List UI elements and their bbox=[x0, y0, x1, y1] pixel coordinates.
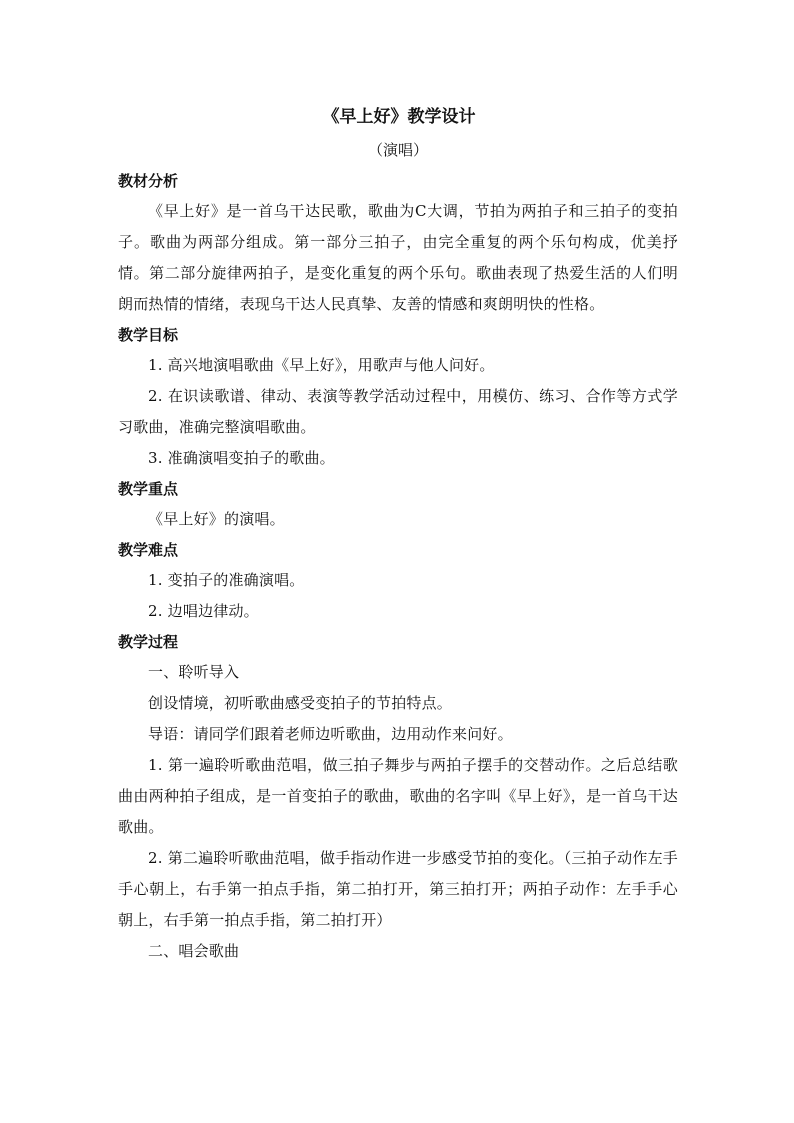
document-body bbox=[118, 103, 678, 967]
difficulty-item-1: 1. 变拍子的准确演唱。 bbox=[148, 571, 305, 589]
goal-item-1: 1. 高兴地演唱歌曲《早上好》，用歌声与他人问好。 bbox=[148, 356, 495, 374]
section-heading-focus: 教学重点 bbox=[118, 480, 179, 498]
process-subheading-2: 二、唱会歌曲 bbox=[148, 942, 240, 960]
section-heading-process: 教学过程 bbox=[118, 633, 179, 651]
analysis-paragraph: 《早上好》是一首乌干达民歌，歌曲为C大调，节拍为两拍子和三拍子的变拍子。歌曲为两部分组成。第一部分三拍子，由完全重复的两个乐句构成，优美抒情。第二部分旋律两拍子，是变化重复的两个乐句。歌曲表现了热爱生活的人们明朗而热情的情绪，表现乌干达人民真挚、友善的情感和爽朗明快的性格。 bbox=[118, 202, 678, 313]
goal-item-2: 2. 在识读歌谱、律动、表演等教学活动过程中，用模仿、练习、合作等方式学习歌曲，准确完整演唱歌曲。 bbox=[118, 387, 678, 436]
difficulty-item-2: 2. 边唱边律动。 bbox=[148, 602, 259, 620]
process-subheading-1: 一、聆听导入 bbox=[148, 663, 240, 681]
section-heading-goals: 教学目标 bbox=[118, 326, 179, 344]
process-step-1: 1. 第一遍聆听歌曲范唱，做三拍子舞步与两拍子摆手的交替动作。之后总结歌曲由两种拍子组成，是一首变拍子的歌曲，歌曲的名字叫《早上好》，是一首乌干达歌曲。 bbox=[118, 756, 678, 836]
document-title: 《早上好》教学设计 bbox=[322, 107, 476, 127]
process-paragraph: 创设情境，初听歌曲感受变拍子的节拍特点。 bbox=[148, 694, 453, 712]
section-heading-difficulty: 教学难点 bbox=[118, 541, 179, 559]
document-subtitle: （演唱） bbox=[367, 141, 428, 159]
process-step-2: 2. 第二遍聆听歌曲范唱，做手指动作进一步感受节拍的变化。（三拍子动作左手手心朝上，右手第一拍点手指，第二拍打开，第三拍打开；两拍子动作：左手手心朝上，右手第一拍点手指，第二拍打开） bbox=[118, 849, 678, 929]
goal-item-3: 3. 准确演唱变拍子的歌曲。 bbox=[148, 449, 335, 467]
section-heading-analysis: 教材分析 bbox=[118, 172, 179, 190]
focus-paragraph: 《早上好》的演唱。 bbox=[148, 510, 285, 528]
process-paragraph: 导语：请同学们跟着老师边听歌曲，边用动作来问好。 bbox=[148, 725, 513, 743]
